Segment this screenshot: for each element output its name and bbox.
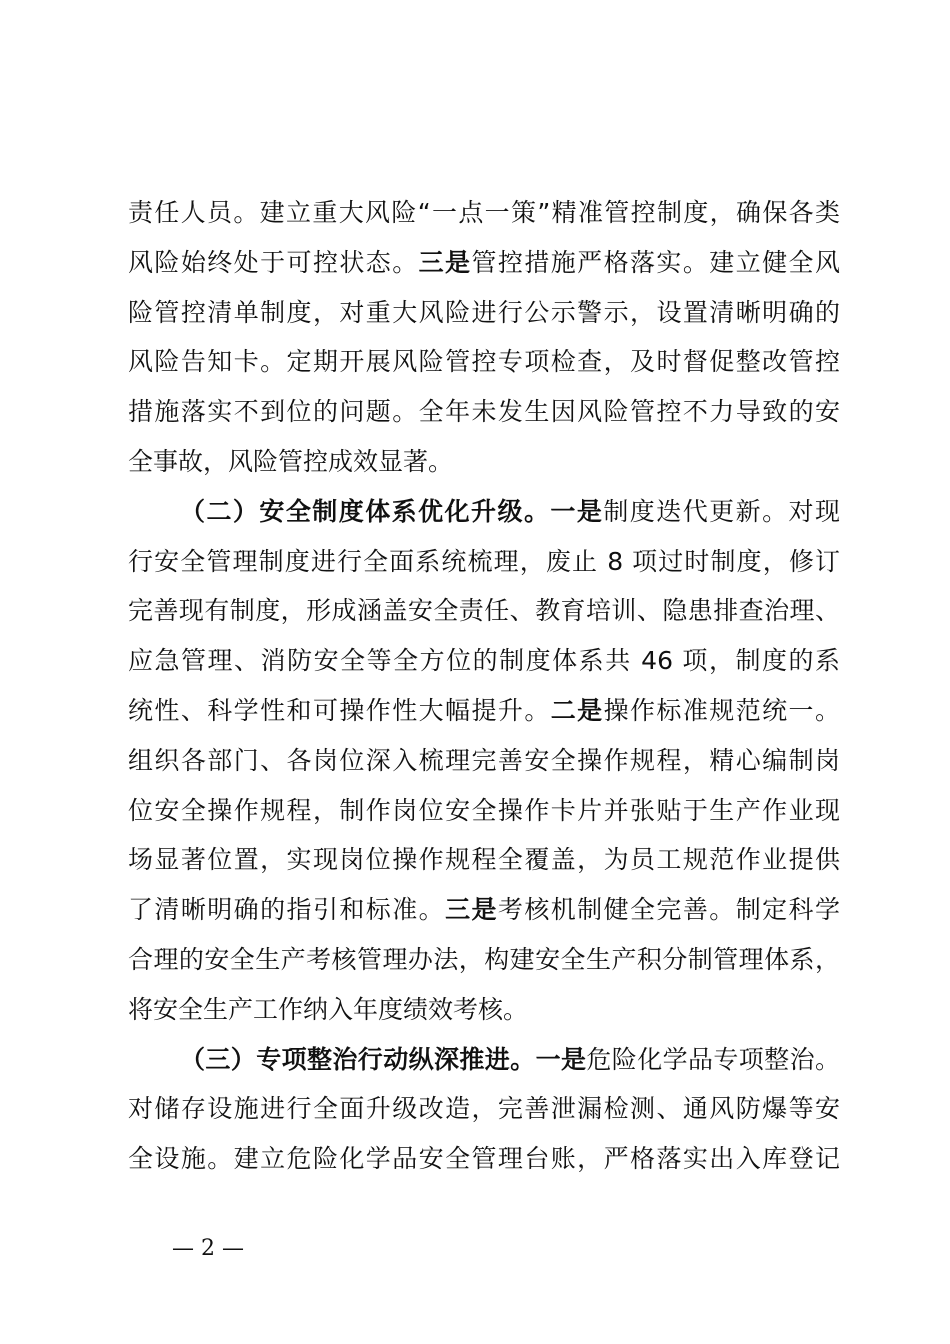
page-number: — 2 —	[172, 1236, 244, 1261]
text-segment: 风险告知卡。定期开展风险管控专项检查，及时督促整改管控	[128, 347, 840, 377]
text-segment: 责任人员。建立重大风险“一点一策”精准管控制度，确保各类	[128, 198, 840, 227]
text-line	[128, 746, 840, 776]
text-segment: 完善现有制度，形成涵盖安全责任、教育培训、隐患排查治理、	[128, 596, 840, 626]
text-line	[128, 646, 840, 676]
text-line	[128, 248, 840, 278]
text-line	[128, 845, 840, 875]
text-segment: 对储存设施进行全面升级改造，完善泄漏检测、通风防爆等安	[128, 1094, 840, 1124]
text-segment: 险管控清单制度，对重大风险进行公示警示，设置清晰明确的	[128, 297, 840, 327]
text-segment: 考核机制健全完善。制定科学	[497, 895, 840, 925]
text-segment: 措施落实不到位的问题。全年未发生因风险管控不力导致的安	[128, 397, 840, 427]
bold-text: 三是	[445, 895, 498, 925]
text-segment: 危险化学品专项整治。	[586, 1044, 840, 1074]
text-line	[128, 945, 840, 975]
text-line	[128, 895, 840, 925]
text-line	[180, 497, 840, 527]
text-segment: 将安全生产工作纳入年度绩效考核。	[128, 994, 529, 1024]
text-line	[128, 298, 840, 328]
text-segment: 了清晰明确的指引和标准。	[128, 895, 446, 925]
text-segment: 全事故，风险管控成效显著。	[128, 447, 454, 476]
text-segment: 场显著位置，实现岗位操作规程全覆盖，为员工规范作业提供	[128, 845, 840, 875]
text-segment: 应急管理、消防安全等全方位的制度体系共 46 项，制度的系	[128, 646, 840, 676]
text-segment: 行安全管理制度进行全面系统梳理，废止 8 项过时制度，修订	[128, 546, 840, 576]
bold-text: 二是	[550, 696, 604, 725]
text-line	[128, 347, 840, 377]
text-segment: 风险始终处于可控状态。	[128, 247, 419, 277]
text-segment: 全设施。建立危险化学品安全管理台账，严格落实出入库登记	[128, 1144, 840, 1174]
text-segment: 合理的安全生产考核管理办法，构建安全生产积分制管理体系，	[128, 945, 840, 974]
text-segment: 位安全操作规程，制作岗位安全操作卡片并张贴于生产作业现	[128, 795, 840, 825]
text-segment: 统性、科学性和可操作性大幅提升。	[128, 696, 551, 725]
text-line	[128, 198, 840, 228]
text-segment: 制度迭代更新。对现	[603, 496, 840, 526]
bold-text: （二）安全制度体系优化升级。一是	[180, 496, 604, 526]
text-line	[128, 796, 840, 826]
text-segment: 组织各部门、各岗位深入梳理完善安全操作规程，精心编制岗	[128, 745, 840, 775]
text-line	[128, 995, 840, 1025]
text-line	[128, 1144, 840, 1174]
bold-text: （三）专项整治行动纵深推进。一是	[180, 1044, 587, 1074]
text-segment: 管控措施严格落实。建立健全风	[471, 247, 840, 277]
text-line	[128, 547, 840, 577]
text-line	[180, 1045, 840, 1075]
text-line	[128, 397, 840, 427]
text-line	[128, 1094, 840, 1124]
text-segment: 操作标准规范统一。	[603, 696, 840, 725]
text-line	[128, 447, 840, 477]
text-line	[128, 696, 840, 726]
bold-text: 三是	[418, 247, 472, 277]
text-line	[128, 596, 840, 626]
